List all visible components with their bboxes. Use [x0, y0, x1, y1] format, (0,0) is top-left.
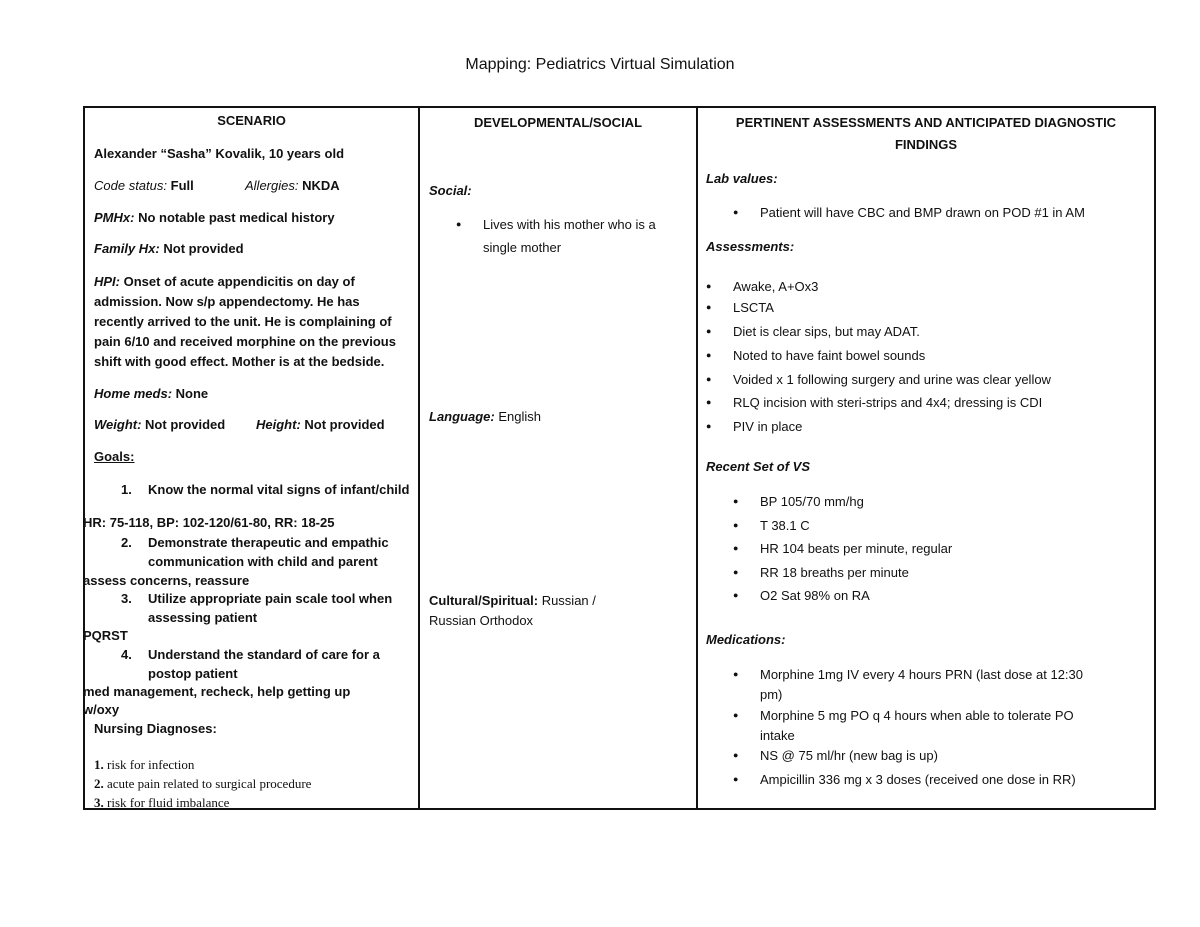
assess-item: ● Voided x 1 following surgery and urine was clear yellow — [733, 370, 1051, 389]
nursing-diagnoses-label: Nursing Diagnoses: — [94, 721, 217, 736]
allergies: Allergies: NKDA — [245, 178, 340, 193]
weight: Weight: Not provided — [94, 417, 226, 432]
assess-item: ● PIV in place — [733, 417, 802, 436]
goal-3-line-2: assessing patient — [148, 610, 258, 625]
assess-header-line-1: PERTINENT ASSESSMENTS AND ANTICIPATED DIAGNOSTIC — [735, 115, 1117, 130]
social-header: DEVELOPMENTAL/SOCIAL — [473, 115, 643, 130]
goal-1-num: 1. — [121, 482, 132, 497]
assessments-cell — [697, 107, 1155, 809]
goal-4-line-1: Understand the standard of care for a — [148, 647, 380, 662]
scenario-cell — [84, 107, 419, 809]
medications-label: Medications: — [706, 632, 786, 647]
social-item-line-2: single mother — [483, 240, 562, 255]
assessments-label: Assessments: — [706, 239, 795, 254]
patient-name: Alexander “Sasha” Kovalik, 10 years old — [94, 146, 345, 161]
scenario-header: SCENARIO — [217, 113, 286, 128]
lab-item: ● Patient will have CBC and BMP drawn on POD #1 in AM — [760, 203, 1085, 222]
goal-1-note: HR: 75-118, BP: 102-120/61-80, RR: 18-25 — [83, 515, 335, 530]
language: Language: English — [429, 409, 541, 424]
cultural-line-2: Russian Orthodox — [429, 613, 534, 628]
hpi-line-5: shift with good effect. Mother is at the bedside. — [94, 354, 385, 369]
assess-item: ● Diet is clear sips, but may ADAT. — [733, 322, 920, 341]
goal-3-num: 3. — [121, 591, 132, 606]
page-title: Mapping: Pediatrics Virtual Simulation — [465, 56, 735, 73]
med-item-2-line-2: intake — [760, 728, 795, 743]
goal-4-note: med management, recheck, help getting up — [83, 684, 351, 699]
family-hx: Family Hx: Not provided — [94, 241, 244, 256]
med-item-3: ● NS @ 75 ml/hr (new bag is up) — [760, 746, 938, 765]
lab-values-label: Lab values: — [706, 171, 778, 186]
hpi-line-4: pain 6/10 and received morphine on the previous — [94, 334, 396, 349]
vs-item: ● O2 Sat 98% on RA — [760, 586, 870, 605]
mapping-table — [83, 106, 1156, 810]
goal-4-line-2: postop patient — [148, 666, 238, 681]
diagnosis-2: 2. acute pain related to surgical procedure — [94, 776, 312, 791]
goal-1-text: Know the normal vital signs of infant/child — [148, 482, 410, 497]
assess-item: ● Awake, A+Ox3 — [733, 277, 818, 296]
assess-header-line-2: FINDINGS — [894, 137, 958, 152]
med-item-1-line-1: ● Morphine 1mg IV every 4 hours PRN (last dose at 12:30 — [760, 665, 1083, 684]
assess-item: ● LSCTA — [733, 298, 774, 317]
assess-item: ● Noted to have faint bowel sounds — [733, 346, 925, 365]
vs-item: ● HR 104 beats per minute, regular — [760, 539, 952, 558]
pmhx: PMHx: No notable past medical history — [94, 210, 335, 225]
vs-item: ● T 38.1 C — [760, 516, 810, 535]
med-item-2-line-1: ● Morphine 5 mg PO q 4 hours when able to tolerate PO — [760, 706, 1074, 725]
hpi-line-2: admission. Now s/p appendectomy. He has — [94, 294, 360, 309]
goals-label: Goals: — [94, 449, 135, 464]
goal-2-line-1: Demonstrate therapeutic and empathic — [148, 535, 389, 550]
code-status: Code status: Full — [94, 178, 194, 193]
med-item-1-line-2: pm) — [760, 687, 783, 702]
cultural-line-1: Cultural/Spiritual: Russian / — [429, 593, 596, 608]
goal-2-line-2: communication with child and parent — [148, 554, 378, 569]
height: Height: Not provided — [256, 417, 385, 432]
social-label: Social: — [429, 183, 472, 198]
vs-item: ● BP 105/70 mm/hg — [760, 492, 864, 511]
hpi-line-3: recently arrived to the unit. He is complaining of — [94, 314, 392, 329]
social-item-line-1: ● Lives with his mother who is a — [483, 215, 656, 234]
med-item-4: ● Ampicillin 336 mg x 3 doses (received one dose in RR) — [760, 770, 1076, 789]
assess-item: ● RLQ incision with steri-strips and 4x4; dressing is CDI — [733, 393, 1042, 412]
hpi-line-1: HPI: Onset of acute appendicitis on day of — [94, 274, 355, 289]
vital-signs-label: Recent Set of VS — [706, 459, 811, 474]
diagnosis-3: 3. risk for fluid imbalance — [94, 795, 230, 810]
goal-4-num: 4. — [121, 647, 132, 662]
social-cell — [419, 107, 697, 809]
goal-3-line-1: Utilize appropriate pain scale tool when — [148, 591, 393, 606]
home-meds: Home meds: None — [94, 386, 209, 401]
goal-3-note: PQRST — [83, 628, 128, 643]
vs-item: ● RR 18 breaths per minute — [760, 563, 909, 582]
diagnosis-1: 1. risk for infection — [94, 757, 195, 772]
goal-2-num: 2. — [121, 535, 132, 550]
goal-2-note: assess concerns, reassure — [83, 573, 250, 588]
goal-4-note-2: w/oxy — [83, 702, 120, 717]
